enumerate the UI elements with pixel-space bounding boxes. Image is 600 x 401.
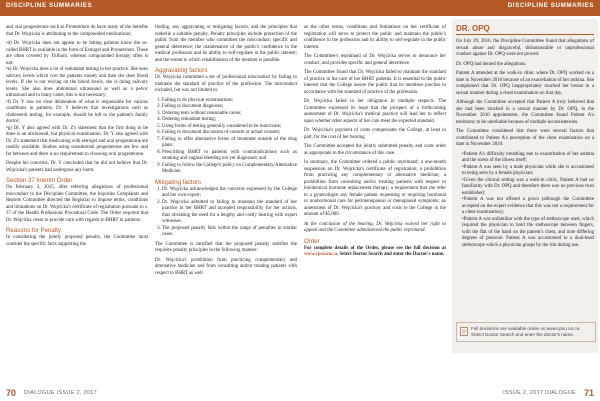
note-text: Full decisions are available online at www.cpso.on.ca. Select Doctor Search and enter the doctor's name. [471,326,581,337]
sidebar-heading: DR. OPQ [456,24,490,33]
list-item: • Patient A was not offered a gown (although the Committee accepted on the expert evidence that this was not a requirement for a chest examination); [462,197,594,217]
list-item: • Patient A's difficulty breathing due to exacerbation of her asthma and the stress of the illness itself; [462,152,594,165]
paragraph: Dr. Wojcicka's payment of costs compensates the College, at least in part, for the cost of her hearing. [304,128,446,140]
list-item: • Patient A was seen by a male physician while she is accustomed to being seen by a female physician; [462,165,594,178]
list-item: 2. Failing to document diagnoses; [162,104,297,111]
list-item: 7. Failing to offer alternative forms of treatment outside of the drug plans; [162,137,297,150]
paragraph: At the conclusion of the hearing, Dr. Wojcicka waived her right to appeal and the Committee administered the public reprimand. [304,221,446,233]
column-2 [155,25,297,280]
list-item: 8. Prescribing BHRT to patients with contraindications such as smoking and vaginal bleeding not yet diagnosed; and [162,150,297,163]
aggravating-list [155,98,297,176]
note-box [456,322,596,342]
cpso-link[interactable]: www.cpso.on.ca [304,252,338,257]
list-item: • Given the clinical setting was a walk-in clinic, Patient A had no familiarity with Dr. OPQ and therefore there was no previous trust established; [462,178,594,198]
list-item: 1. Failing to do physical examinations; [162,98,297,105]
list-item: 2. Dr. Wojcicka admitted to failing to maintain the standard of her practice in her BHRT and accepted responsibility for her actions, thus obviating the need for a lengthy and costly hearing with expert witnesses. [162,200,297,226]
paragraph: Despite his concerns, Dr. Y concluded that he did not believe that Dr. Wojcicka's patients had undergone any harm. [6,161,148,173]
order-text: For complete details of the Order, please see the full decision at [304,245,446,251]
page-number-left: 70 [6,388,17,398]
mitigating-list [155,187,297,239]
paragraph: The Committee considered that there were several factors that contributed to Patient A's perception of the chest examination on a date in November 2010: [456,129,594,147]
paragraph: finding, any aggravating or mitigating factors, and the principles that underlie a suitable penalty. Penalty principles include protection of the public from the member who committed the misconduct; specific and general deterrence; the maintenance of the public's confidence in the medical profession and its ability to self-regulate in the public interest; and the extent to which rehabilitation of the member is possible. [155,25,297,63]
list-item: 6. Failing to document discussion of consent or actual consent; [162,130,297,137]
order-paragraph [304,246,446,259]
paragraph: and oral progesterone such as Prometrium do have many of the benefits that Dr. Wojcicka is attributing to the compounded medications; [6,25,148,37]
page-number-right: 71 [583,388,594,398]
document-icon [460,327,468,336]
order-text-tail: . Select Doctor Search and enter the Doctor's name. [337,252,445,257]
paragraph: Dr. Wojcicka committed a set of professional misconduct by failing to maintain the standard of practice of the profession. The misconduct included, but was not limited to: [155,75,297,93]
sidebar-divider [456,34,594,35]
paragraph: On July 29, 2016, the Discipline Committee found that allegations of sexual abuse and disgraceful, dishonourable or unprofessional conduct against Dr. OPQ were not proved. [456,39,594,57]
section-heading: Mitigating factors [155,178,202,186]
paragraph: Dr. Wojcicka's prohibition from practicing complementary and alternative medicine and from consulting and/or treating patients with respect to BHRT as well [155,257,297,276]
list-item: 3. The proposed penalty falls within the range of penalties in similar cases. [162,226,297,239]
list-item: • e) Dr. Wojcicka does a lot of redundant testing in her practice. She does salivary levels which cost the patients money and then she does blood levels. If she is not relying on the blood levels, she is doing salivary levels. She also does abdominal ultrasound as well as a pelvic ultrasound and in many cases, this is not necessary; [6,67,148,100]
list-item: • g) Dr. Y also agreed with Dr. Z's statement that the first thing to be done is an ultrasound, but physical examination. Dr. Y also agreed with Dr. Z's statement that medicating with estrogel and oral progesterone are readily available. Studies using transdermal progesterone are few and far between and there is no requirement to choosing oral progesterone. [6,126,148,159]
paragraph: The Committee accepted the jointly submitted penalty and costs order as appropriate in the circumstance of this case. [304,144,446,156]
paragraph: Dr. OPQ had denied the allegations. [456,61,527,67]
list-item: 4. Ordering redundant testing; [162,117,297,124]
paragraph: Patient A attended at the walk-in clinic where Dr. OPQ worked on a date in November 2010 because of an exacerbation of her asthma. She complained that Dr. OPQ inappropriately touched her breast in a sexual manner during a chest examination on that day. [456,71,594,96]
paragraph: Although the Committee accepted that Patient A truly believed that she had been touched in a sexual manner by Dr. OPQ, in the November 2010 appointment, the Committee found Patient A's testimony to be unreliable because of multiple inconsistencies. [456,100,594,125]
paragraph: The Committee's reprimand of Dr. Wojcicka serves to denounce her conduct, and provides specific and general deterrence. [304,54,446,66]
footer-bar [0,387,600,401]
paragraph: The Committee found that Dr. Wojcicka failed to maintain the standard of practice in the care of her BHRT patients. It is essential to the public interest that the College assure the public that its members practise in accordance with the standard of practice of the profession. [304,70,446,95]
list-item: 3. Ordering tests without reasonable cause; [162,111,297,118]
list-item: 5. Using forms of testing generally considered to be inaccurate; [162,124,297,131]
paragraph: Dr. Wojcicka failed in her obligation in multiple respects. The Committee expressed its hope that the prospect of a forthcoming assessment of Dr. Wojcicka's medical practice will lead her to reflect upon whether other aspects of her care meet the expected standard. [304,99,446,124]
paragraph: The Committee is satisfied that the proposed penalty satisfies the requisite penalty principles in the following manner: [155,241,297,253]
list-item: • f) Dr. Y saw no clear delineation of what is responsible for various conditions in patients. Dr. Y believes that investigations such as cholesterol testing, for example, should be left to the patient's family doctor; [6,100,148,126]
paragraph: On February 2, 2015, after referring allegations of professional misconduct to the Discipline Committee, the Inquiries Complaints and Reports Committee directed the Registrar to impose terms, conditions and limitations on Dr. Wojcicka's certificate of registration pursuant to s. 37 of the Health Professions Procedural Code. The Order required that Dr. Wojcicka cease to provide care with regards to BHRT to patients. [6,185,148,223]
column-1 [6,25,148,251]
magazine-title-right: ISSUE 2, 2017 DIALOGUE [503,390,576,396]
sidebar-body [456,39,594,252]
opinion-list [6,41,148,158]
list-item: • Patient A was unfamiliar with the type of stethoscope used, which required the physician to hold the stethoscope between fingers, with the flat of the hand on the patient's chest, and note differing degrees of pressure. Patient A was accustomed to a dual-head stethoscope which a physician grasps by the rim during use. [462,217,594,250]
magazine-title-left: DIALOGUE ISSUE 2, 2017 [24,390,97,396]
section-heading: Reasons for Penalty [6,227,61,234]
list-item: 9. Failing to follow the College's policy on Complementary/Alternative Medicine. [162,163,297,176]
header-bar [0,0,600,16]
paragraph: In considering the jointly proposed penalty, the Committee must consider the specific facts supporting the [6,235,148,247]
paragraph: as the other terms, conditions and limitations on her certificate of registration will serve to protect the public and maintain the public's confidence in the profession and its ability to self-regulate in the public interest. [304,25,446,50]
list-item: • d) Dr. Wojcicka does not appear to be letting patients know the so-called BHRT is available in the form of Estrogel and Prometrium. These are often covered by Trillium, whereas compounded therapy often is not; [6,41,148,67]
section-label-left: DISCIPLINE SUMMARIES [6,2,93,9]
column-3 [304,25,446,262]
list-item: 1. Dr. Wojcicka acknowledged the concerns expressed by the College and her own expert; [162,187,297,200]
paragraph: In summary, the Committee ordered a public reprimand; a one-month suspension on Dr. Wojcicka's certificate of registration; a prohibition from practicing any complementary or alternative medicine; a prohibition from consulting and/or treating patients with respect to bioidentical hormone replacement therapy; a requirement that she refer to a gynecologist any female patient requesting or requiring hormonal or nonhormonal care for perimenopausal or menopausal symptoms; an assessment of Dr. Wojcicka's practice; and costs to the College in the amount of $5,000. [304,160,446,217]
section-heading: Order [304,237,320,245]
section-heading: Section 37 Interim Order [6,177,73,184]
section-heading: Aggravating factors [155,67,208,74]
factor-list [456,152,594,250]
section-label-right: DISCIPLINE SUMMARIES [507,2,594,9]
